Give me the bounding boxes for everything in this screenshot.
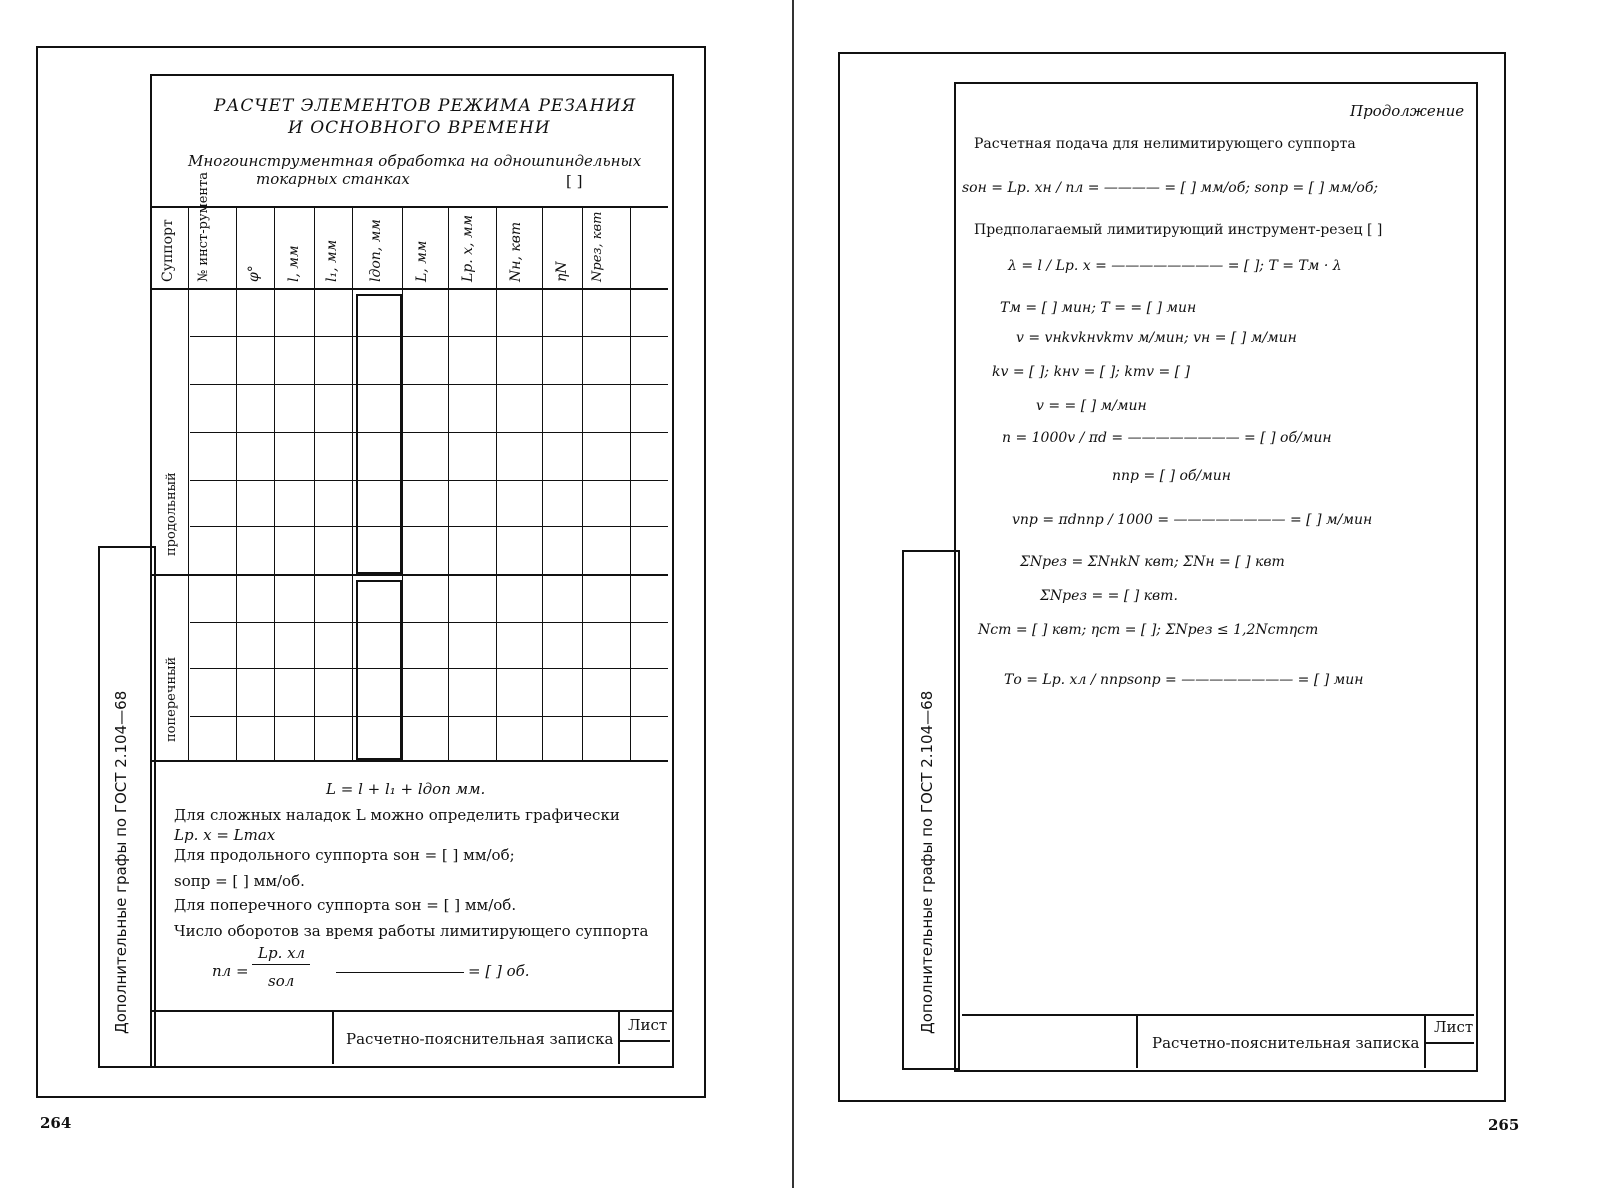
text-complex: Для сложных наладок L можно определить графически xyxy=(174,806,620,824)
left-footer-note: Расчетно-пояснительная записка xyxy=(346,1030,614,1048)
text-long-support: Для продольного суппорта sон = [ ] мм/об; xyxy=(174,846,515,864)
formula-L: L = l + l₁ + lдоп мм. xyxy=(326,780,486,798)
th-l1: l₁, мм xyxy=(324,239,340,282)
right-line-1: Расчетная подача для нелимитирующего суппорта xyxy=(974,136,1356,152)
text-Lpx: Lр. х = Lmax xyxy=(174,826,276,844)
formula-nl-right: = [ ] об. xyxy=(468,962,530,980)
right-line-8: v = = [ ] м/мин xyxy=(1036,398,1147,414)
right-line-3: Предполагаемый лимитирующий инструмент-резец [ ] xyxy=(974,222,1383,238)
left-title-1: РАСЧЕТ ЭЛЕМЕНТОВ РЕЖИМА РЕЗАНИЯ xyxy=(214,96,637,116)
right-line-5: Tм = [ ] мин; T = = [ ] мин xyxy=(1000,300,1197,316)
text-sopr: sопр = [ ] мм/об. xyxy=(174,872,305,890)
th-phi: φ° xyxy=(246,265,262,282)
right-footer-note: Расчетно-пояснительная записка xyxy=(1152,1034,1420,1052)
th-l: l, мм xyxy=(286,245,302,282)
left-subtitle-2: токарных станках xyxy=(256,170,410,188)
text-cross-support: Для поперечного суппорта sон = [ ] мм/об. xyxy=(174,896,517,914)
right-line-4: λ = l / Lр. х = ———————— = [ ]; T = Tм · λ xyxy=(1008,258,1342,274)
th-ldop: lдоп, мм xyxy=(368,219,384,282)
right-line-14: Nст = [ ] квт; ηст = [ ]; ΣNрез ≤ 1,2Nстηст xyxy=(978,622,1319,638)
left-subtitle-1: Многоинструментная обработка на одношпиндельных xyxy=(188,152,642,170)
left-subtitle-bracket: [ ] xyxy=(566,172,583,190)
right-line-12: ΣNрез = ΣNнkN квт; ΣNн = [ ] квт xyxy=(1020,554,1285,570)
th-L: L, мм xyxy=(414,240,430,282)
left-page-number: 264 xyxy=(40,1114,72,1132)
continuation-label: Продолжение xyxy=(1350,102,1465,120)
left-title-2: И ОСНОВНОГО ВРЕМЕНИ xyxy=(288,118,551,138)
right-line-2: sон = Lр. хн / nл = ———— = [ ] мм/об; sопр = [ ] мм/об; xyxy=(962,180,1379,196)
formula-nl-den: sол xyxy=(268,972,295,990)
book-spine-line xyxy=(792,0,794,1188)
row-group-cross: поперечный xyxy=(164,656,179,742)
th-Nn: Nн, квт xyxy=(508,221,524,282)
right-side-label: Дополнительные графы по ГОСТ 2.104—68 xyxy=(918,690,936,1034)
right-footer-sheet: Лист xyxy=(1434,1018,1474,1036)
text-revolutions: Число оборотов за время работы лимитирующего суппорта xyxy=(174,922,649,940)
formula-nl-left: nл = xyxy=(212,962,249,980)
row-group-longitudinal: продольный xyxy=(164,472,179,556)
right-line-11: vпр = πdnпр / 1000 = ———————— = [ ] м/мин xyxy=(1012,512,1373,528)
th-Lpx: Lр. х, мм xyxy=(460,214,476,282)
left-footer-sheet: Лист xyxy=(628,1016,668,1034)
right-line-15: Tо = Lр. хл / nпрsопр = ———————— = [ ] мин xyxy=(1004,672,1364,688)
formula-nl-num: Lр. хл xyxy=(258,944,306,962)
th-support: Суппорт xyxy=(160,219,176,282)
th-etaN: ηN xyxy=(554,261,570,282)
right-line-10: nпр = [ ] об/мин xyxy=(1112,468,1231,484)
th-Nrez: Nрез, квт xyxy=(590,211,605,282)
right-line-9: n = 1000v / πd = ———————— = [ ] об/мин xyxy=(1002,430,1332,446)
right-line-13: ΣNрез = = [ ] квт. xyxy=(1040,588,1178,604)
left-side-label: Дополнительные графы по ГОСТ 2.104—68 xyxy=(112,690,130,1034)
th-tool-no: № инст-румента xyxy=(196,171,211,282)
right-line-6: v = vнkvkнvkтv м/мин; vн = [ ] м/мин xyxy=(1016,330,1297,346)
right-line-7: kv = [ ]; kнv = [ ]; kтv = [ ] xyxy=(992,364,1191,380)
right-page-number: 265 xyxy=(1488,1116,1520,1134)
